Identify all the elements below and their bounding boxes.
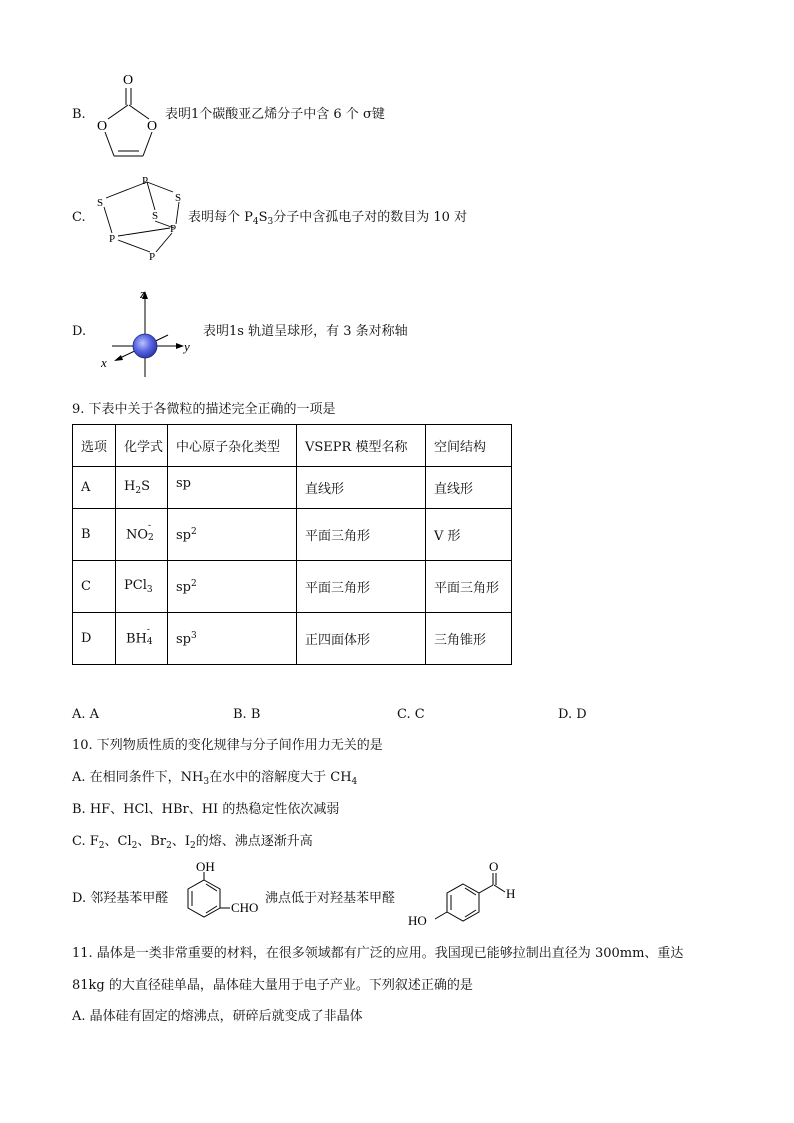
q11-line1: 11. 晶体是一类非常重要的材料，在很多领域都有广泛的应用。我国现已能够拉制出直径为 300mm、重达 xyxy=(72,946,684,961)
atom-o-top: O xyxy=(123,73,134,88)
atom-o-left: O xyxy=(97,119,108,134)
atom-p-bottom: P xyxy=(149,251,156,262)
axis-y-label: y xyxy=(184,339,190,354)
atom-o-right: O xyxy=(147,119,158,134)
q11-option-a[interactable]: A. 晶体硅有固定的熔沸点，研碎后就变成了非晶体 xyxy=(72,1009,363,1024)
cell-option: C xyxy=(73,561,116,613)
option-b-letter: B. xyxy=(72,107,86,122)
cell-vsepr: 平面三角形 xyxy=(297,561,426,613)
table-row xyxy=(73,561,512,613)
table-header-row xyxy=(73,425,512,467)
cell-formula: PCl$_3$ xyxy=(116,561,168,613)
cho-label: CHO xyxy=(231,900,259,915)
cell-formula: $H_2S$ xyxy=(116,467,168,509)
option-b-text: 表明1个碳酸亚乙烯分子中含 6 个 σ键 xyxy=(165,107,385,122)
header-formula: 化学式 xyxy=(116,425,168,467)
atom-p-top: P xyxy=(142,175,149,187)
option-c-text: 表明每个 $P_4S_3$分子中含孤电子对的数目为 10 对 xyxy=(188,210,468,227)
cell-option: D xyxy=(73,613,116,665)
atom-p-right: P xyxy=(170,223,177,235)
atom-s-center: S xyxy=(152,210,159,222)
cell-option: A xyxy=(73,467,116,509)
atom-s-left: S xyxy=(97,197,104,209)
cell-shape: 平面三角形 xyxy=(426,561,512,613)
option-d-text: 表明1s 轨道呈球形，有 3 条对称轴 xyxy=(203,324,408,339)
header-shape: 空间结构 xyxy=(426,425,512,467)
sphere-icon xyxy=(133,334,157,358)
p4s3-structure xyxy=(92,170,184,262)
para-hydroxybenzaldehyde-structure xyxy=(405,858,525,930)
q9-table xyxy=(72,424,512,665)
table-row xyxy=(73,613,512,665)
header-option: 选项 xyxy=(73,425,116,467)
cell-hybrid: $sp^2$ xyxy=(168,561,297,613)
option-d-letter: D. xyxy=(72,324,87,339)
vinylene-carbonate-structure xyxy=(88,66,168,164)
ho-label: HO xyxy=(408,913,427,928)
cell-vsepr: 正四面体形 xyxy=(297,613,426,665)
h-label: H xyxy=(506,886,516,901)
cell-vsepr: 直线形 xyxy=(297,467,426,509)
cell-vsepr: 平面三角形 xyxy=(297,509,426,561)
axis-z-label: z xyxy=(140,286,146,301)
q9-question: 9. 下表中关于各微粒的描述完全正确的一项是 xyxy=(72,402,336,417)
q9-answer-d[interactable]: D. D xyxy=(558,707,587,722)
cell-hybrid: sp xyxy=(168,467,297,509)
q9-answer-a[interactable]: A. A xyxy=(72,707,100,722)
option-c-letter: C. xyxy=(72,210,86,225)
cell-hybrid: $sp^2$ xyxy=(168,509,297,561)
q10-option-a[interactable]: A. 在相同条件下，$NH_3$在水中的溶解度大于 $CH_4$ xyxy=(72,770,358,787)
atom-p-left: P xyxy=(109,233,116,245)
header-vsepr: VSEPR 模型名称 xyxy=(297,425,426,467)
q9-answer-b[interactable]: B. B xyxy=(233,707,261,722)
table-row xyxy=(73,509,512,561)
cell-shape: 直线形 xyxy=(426,467,512,509)
cell-shape: 三角锥形 xyxy=(426,613,512,665)
atom-s-right: S xyxy=(175,192,182,204)
1s-orbital-diagram xyxy=(98,285,198,381)
ortho-hydroxybenzaldehyde-structure xyxy=(176,858,268,924)
q9-answer-c[interactable]: C. C xyxy=(397,707,425,722)
q10-option-b[interactable]: B. HF、HCl、HBr、HI 的热稳定性依次减弱 xyxy=(72,802,340,817)
cell-option: B xyxy=(73,509,116,561)
header-hybrid: 中心原子杂化类型 xyxy=(168,425,297,467)
q10-option-d-label: D. 邻羟基苯甲醛 xyxy=(72,891,169,906)
cell-formula: NO - 2 xyxy=(116,509,168,561)
table-row xyxy=(73,467,512,509)
oh-label: OH xyxy=(196,859,215,874)
q10-option-c[interactable]: C. $F_2$、$Cl_2$、$Br_2$、$I_2$的熔、沸点逐渐升高 xyxy=(72,834,313,851)
q10-question: 10. 下列物质性质的变化规律与分子间作用力无关的是 xyxy=(72,738,383,753)
q11-line2: 81kg 的大直径硅单晶，晶体硅大量用于电子产业。下列叙述正确的是 xyxy=(72,978,473,993)
cell-shape: V 形 xyxy=(426,509,512,561)
o-label: O xyxy=(489,859,499,874)
axis-x-label: x xyxy=(101,355,107,370)
cell-formula: BH - 4 xyxy=(116,613,168,665)
cell-hybrid: $sp^3$ xyxy=(168,613,297,665)
q10-option-d-mid: 沸点低于对羟基苯甲醛 xyxy=(265,891,396,906)
